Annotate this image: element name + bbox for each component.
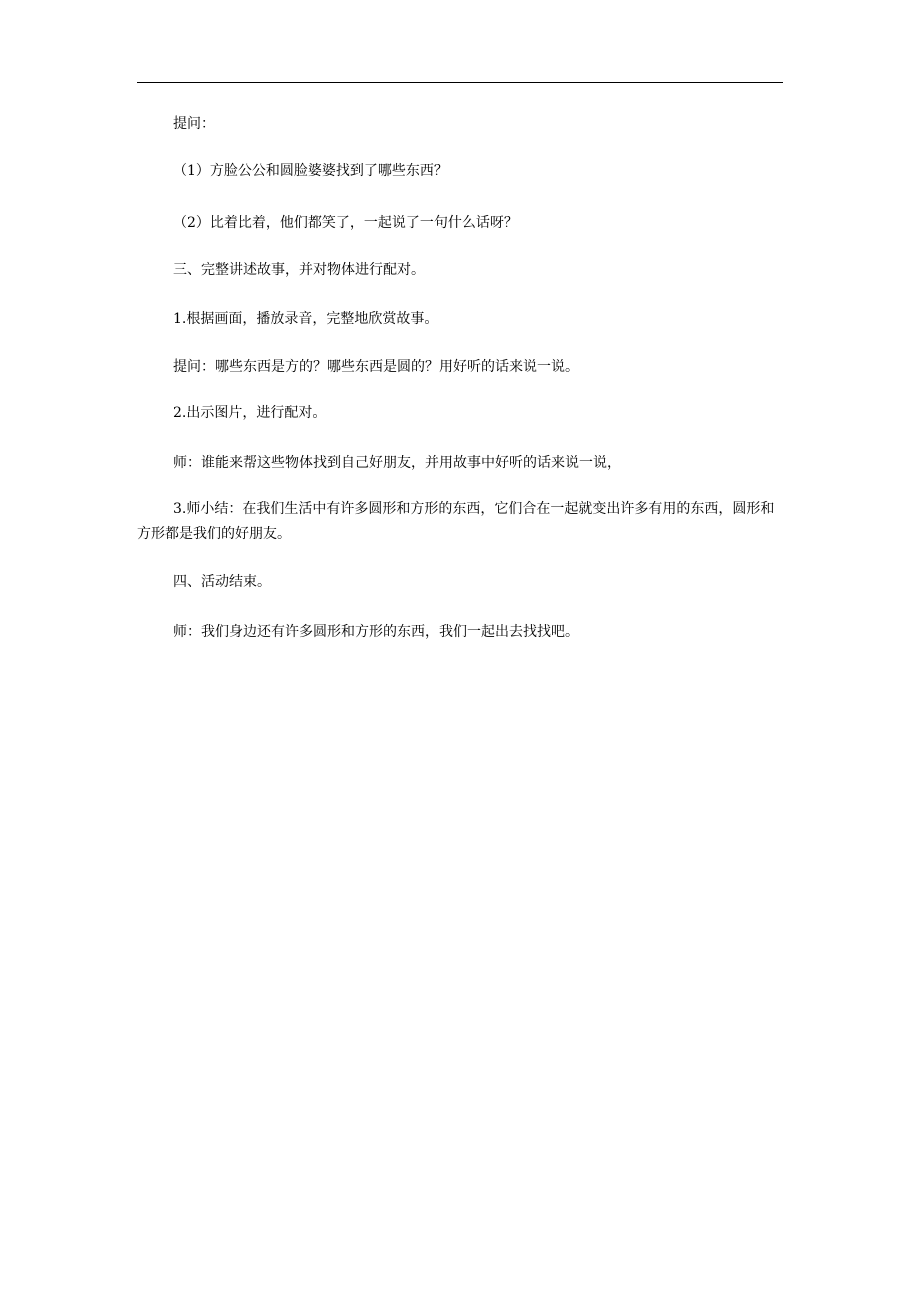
teacher-closing: 师：我们身边还有许多圆形和方形的东西，我们一起出去找找吧。 <box>173 624 579 640</box>
question-1: （1）方脸公公和圆脸婆婆找到了哪些东西？ <box>173 163 448 179</box>
question-2: （2）比着比着，他们都笑了，一起说了一句什么话呀？ <box>173 215 518 231</box>
step-1: 1.根据画面，播放录音，完整地欣赏故事。 <box>173 311 439 327</box>
section-4-heading: 四、活动结束。 <box>173 574 271 590</box>
step-2: 2.出示图片，进行配对。 <box>173 405 327 421</box>
question-heading: 提问： <box>173 116 215 132</box>
question-shapes: 提问：哪些东西是方的？哪些东西是圆的？用好听的话来说一说。 <box>173 359 579 375</box>
teacher-prompt: 师：谁能来帮这些物体找到自己好朋友，并用故事中好听的话来说一说， <box>173 455 621 471</box>
header-rule <box>137 82 783 83</box>
step-3-summary: 3.师小结：在我们生活中有许多圆形和方形的东西，它们合在一起就变出许多有用的东西，圆形和方形都是我们的好朋友。 <box>137 501 775 542</box>
section-3-heading: 三、完整讲述故事，并对物体进行配对。 <box>173 262 425 278</box>
